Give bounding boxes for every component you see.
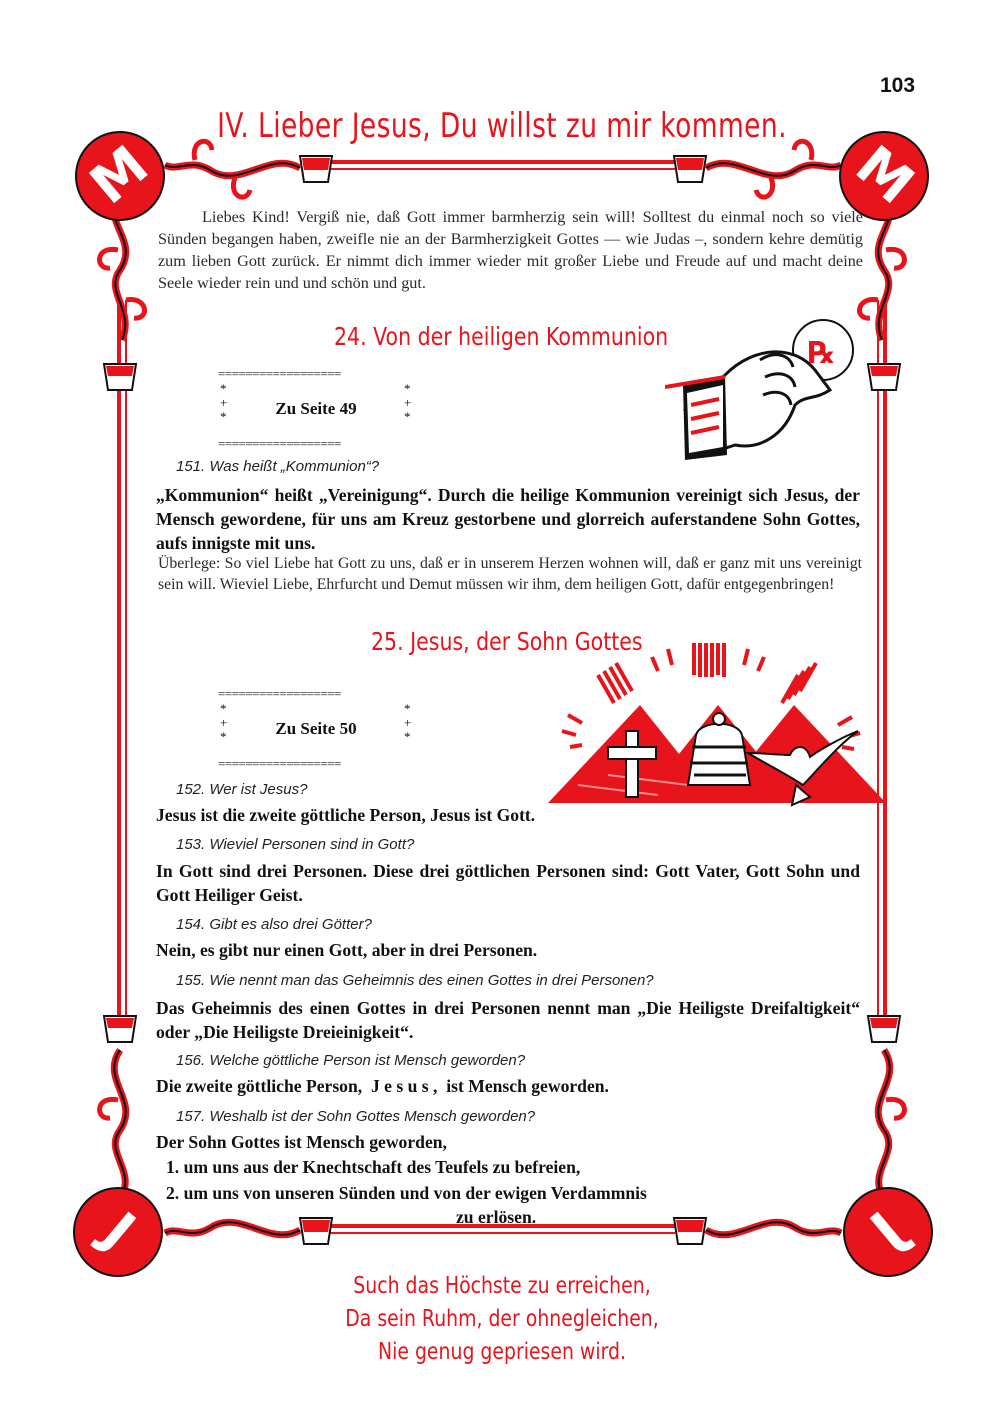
question-153: 153. Wieviel Personen sind in Gott? bbox=[176, 836, 415, 853]
list-item: zu erlösen. bbox=[456, 1207, 537, 1227]
page-title: IV. Lieber Jesus, Du willst zu mir kommen. bbox=[217, 106, 787, 146]
section-24-heading: 24. Von der heiligen Kommunion bbox=[334, 322, 669, 351]
reflection-paragraph: Überlege: So viel Liebe hat Gott zu uns, daß er in unserem Herzen wohnen will, daß er ganz mit uns vereinigt sein will. Wieviel Liebe, Ehrfurcht und Demut müssen wir ihm, dem heiligen Gott, dafür entgegenbringen! bbox=[158, 555, 862, 593]
answer-154: Nein, es gibt nur einen Gott, aber in drei Personen. bbox=[156, 940, 538, 960]
list-item: 2. um uns von unseren Sünden und von der ewigen Verdammnis bbox=[166, 1183, 647, 1203]
reference-label-50: Zu Seite 50 bbox=[275, 719, 357, 738]
answer-152: Jesus ist die zweite göttliche Person, Jesus ist Gott. bbox=[156, 805, 536, 825]
frame-line-top-outer bbox=[330, 160, 675, 164]
pot-top-right-icon bbox=[674, 156, 706, 182]
pot-bottom-left-icon bbox=[300, 1218, 332, 1244]
frame-line-top-inner bbox=[330, 168, 675, 170]
reference-box-page-50: ================== * + * * + * Zu Seite 50 ================== bbox=[218, 686, 418, 772]
question-152: 152. Wer ist Jesus? bbox=[176, 781, 308, 798]
question-154: 154. Gibt es also drei Götter? bbox=[176, 916, 372, 933]
corner-letter-bottom-left: J bbox=[91, 1200, 147, 1262]
question-157: 157. Weshalb ist der Sohn Gottes Mensch geworden? bbox=[176, 1108, 536, 1125]
pot-right-upper-icon bbox=[868, 364, 900, 390]
list-item: 1. um uns aus der Knechtschaft des Teufels zu befreien, bbox=[166, 1157, 581, 1177]
answer-157: Der Sohn Gottes ist Mensch geworden, bbox=[156, 1132, 447, 1152]
trinity-pyramids-icon bbox=[548, 635, 886, 807]
section-25-heading: 25. Jesus, der Sohn Gottes bbox=[371, 627, 643, 656]
question-151: 151. Was heißt „Kommunion“? bbox=[176, 458, 380, 475]
reference-label-49: Zu Seite 49 bbox=[275, 399, 357, 418]
pot-bottom-right-icon bbox=[674, 1218, 706, 1244]
corner-letter-top-left: M bbox=[78, 133, 160, 217]
tiara-icon bbox=[688, 713, 750, 785]
answer-153: In Gott sind drei Personen. Diese drei göttlichen Personen sind: Gott Vater, Gott Sohn und Gott Heiliger Geist. bbox=[156, 861, 860, 905]
ref-box-top-border: ================== bbox=[218, 366, 341, 381]
question-155: 155. Wie nennt man das Geheimnis des einen Gottes in drei Personen? bbox=[176, 972, 654, 989]
intro-paragraph: Liebes Kind! Vergiß nie, daß Gott immer barmherzig sein will! Solltest du einmal noch so viele Sünden begangen haben, zweifle nie an der Barmherzigkeit Gottes — wie Judas –, sondern kehre demütig zum lieben Gott zurück. Er nimmt dich immer wieder mit großer Liebe und Freude auf und macht deine Seele wieder rein und und schön und gut. bbox=[158, 208, 863, 292]
pot-left-lower-icon bbox=[104, 1016, 136, 1042]
answer-156: Die zweite göttliche Person, J e s u s , ist Mensch geworden. bbox=[156, 1076, 609, 1096]
pot-top-left-icon bbox=[300, 156, 332, 182]
frame-line-left-outer bbox=[117, 300, 121, 1020]
frame-line-left-inner bbox=[125, 300, 127, 1020]
corner-letter-bottom-right: J bbox=[859, 1200, 915, 1262]
corner-letter-top-right: M bbox=[844, 133, 926, 217]
ref-box-bottom-border: ================== bbox=[218, 756, 341, 771]
communion-hand-host-icon bbox=[665, 315, 865, 460]
ref-box-bottom-border: ================== bbox=[218, 436, 341, 451]
verse-line-2: Da sein Ruhm, der ohnegleichen, bbox=[345, 1306, 659, 1332]
verse-line-3: Nie genug gepriesen wird. bbox=[378, 1339, 626, 1365]
svg-text:℞: ℞ bbox=[808, 336, 835, 371]
frame-line-bottom-inner bbox=[330, 1232, 675, 1234]
answer-151: „Kommunion“ heißt „Vereinigung“. Durch die heilige Kommunion vereinigt sich Jesus, der Mensch gewordene, für uns am Kreuz gestorbene und glorreich auferstandene Sohn Gottes, aufs innigste mit uns. bbox=[156, 485, 860, 553]
verse-line-1: Such das Höchste zu erreichen, bbox=[353, 1273, 651, 1299]
question-156: 156. Welche göttliche Person ist Mensch geworden? bbox=[176, 1052, 526, 1069]
answer-155: Das Geheimnis des einen Gottes in drei Personen nennt man „Die Heiligste Dreifaltigkeit“ oder „Die Heiligste Dreieinigkeit“. bbox=[156, 998, 860, 1042]
pot-right-lower-icon bbox=[868, 1016, 900, 1042]
ref-box-top-border: ================== bbox=[218, 686, 341, 701]
pot-left-upper-icon bbox=[104, 364, 136, 390]
reference-box-page-49: ================== * + * * + * Zu Seite 49 ================== bbox=[218, 366, 418, 452]
page-number: 103 bbox=[880, 74, 916, 97]
